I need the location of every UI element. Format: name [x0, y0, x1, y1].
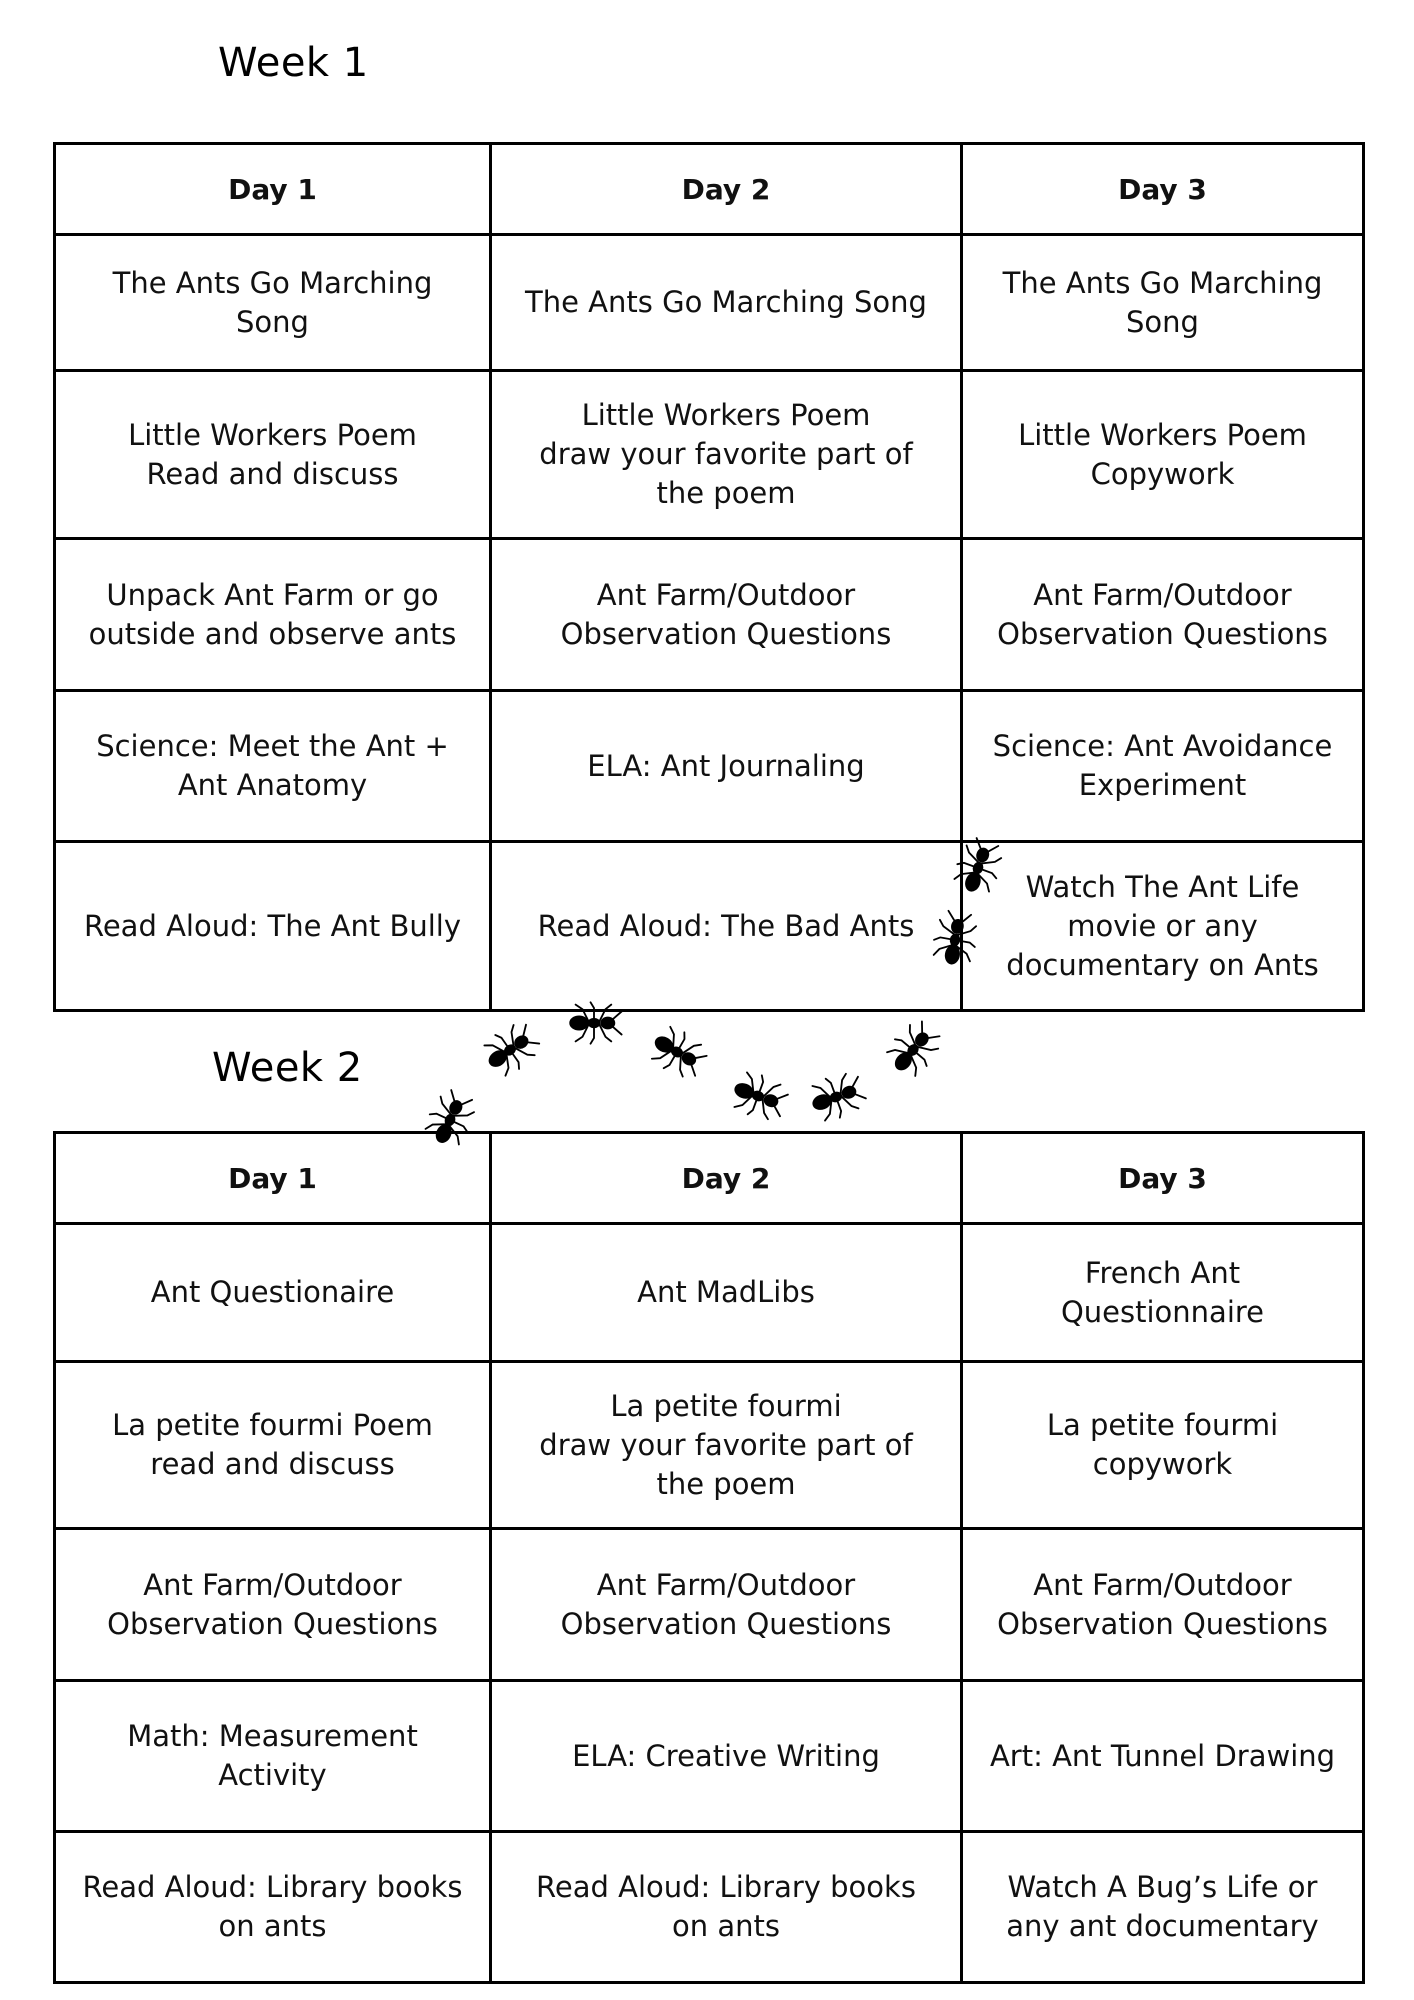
table-cell: Read Aloud: Library books on ants	[491, 1832, 962, 1983]
ant-icon	[806, 1068, 869, 1125]
table-row	[55, 235, 1364, 371]
table-cell: French Ant Questionnaire	[962, 1224, 1364, 1362]
day-1-header: Day 1	[55, 144, 491, 235]
table-row	[55, 1362, 1364, 1529]
table-cell: Ant Farm/Outdoor Observation Questions	[491, 539, 962, 691]
day-1-header: Day 1	[55, 1133, 491, 1224]
table-row	[55, 842, 1364, 1011]
week-2-title: Week 2	[212, 1045, 363, 1091]
day-3-header: Day 3	[962, 144, 1364, 235]
header-row	[55, 144, 1364, 235]
ant-icon	[646, 1022, 712, 1084]
day-2-header: Day 2	[491, 144, 962, 235]
table-cell: Ant MadLibs	[491, 1224, 962, 1362]
table-row	[55, 1529, 1364, 1681]
table-cell: Ant Farm/Outdoor Observation Questions	[962, 1529, 1364, 1681]
table-cell: Unpack Ant Farm or go outside and observe ants	[55, 539, 491, 691]
table-cell: La petite fourmi draw your favorite part of the poem	[491, 1362, 962, 1529]
table-cell: The Ants Go Marching Song	[55, 235, 491, 371]
table-row	[55, 691, 1364, 842]
table-row	[55, 539, 1364, 691]
table-cell: Math: Measurement Activity	[55, 1681, 491, 1832]
table-cell: Read Aloud: The Bad Ants	[491, 842, 962, 1011]
table-cell: Read Aloud: The Ant Bully	[55, 842, 491, 1011]
ant-icon	[728, 1068, 791, 1125]
table-row	[55, 1224, 1364, 1362]
table-cell: Ant Questionaire	[55, 1224, 491, 1362]
table-cell: Watch A Bug’s Life or any ant documentary	[962, 1832, 1364, 1983]
table-cell: Science: Ant Avoidance Experiment	[962, 691, 1364, 842]
table-cell: La petite fourmi Poem read and discuss	[55, 1362, 491, 1529]
table-cell: Little Workers Poem Copywork	[962, 371, 1364, 539]
table-cell: ELA: Ant Journaling	[491, 691, 962, 842]
table-cell: Art: Ant Tunnel Drawing	[962, 1681, 1364, 1832]
week-1-schedule-table	[53, 142, 1365, 1012]
table-cell: Little Workers Poem Read and discuss	[55, 371, 491, 539]
table-cell: Ant Farm/Outdoor Observation Questions	[55, 1529, 491, 1681]
header-row	[55, 1133, 1364, 1224]
day-2-header: Day 2	[491, 1133, 962, 1224]
table-cell: Science: Meet the Ant + Ant Anatomy	[55, 691, 491, 842]
day-3-header: Day 3	[962, 1133, 1364, 1224]
ant-icon	[882, 1016, 947, 1082]
table-cell: Watch The Ant Life movie or any documentary on Ants	[962, 842, 1364, 1011]
week-1-title: Week 1	[218, 40, 369, 86]
table-row	[55, 1832, 1364, 1983]
table-cell: Ant Farm/Outdoor Observation Questions	[491, 1529, 962, 1681]
table-cell: The Ants Go Marching Song	[962, 235, 1364, 371]
table-cell: La petite fourmi copywork	[962, 1362, 1364, 1529]
table-row	[55, 371, 1364, 539]
table-cell: Ant Farm/Outdoor Observation Questions	[962, 539, 1364, 691]
table-cell: ELA: Creative Writing	[491, 1681, 962, 1832]
table-cell: Read Aloud: Library books on ants	[55, 1832, 491, 1983]
table-cell: Little Workers Poem draw your favorite part of the poem	[491, 371, 962, 539]
ant-icon	[478, 1017, 544, 1081]
week-2-schedule-table	[53, 1131, 1365, 1984]
table-cell: The Ants Go Marching Song	[491, 235, 962, 371]
table-row	[55, 1681, 1364, 1832]
